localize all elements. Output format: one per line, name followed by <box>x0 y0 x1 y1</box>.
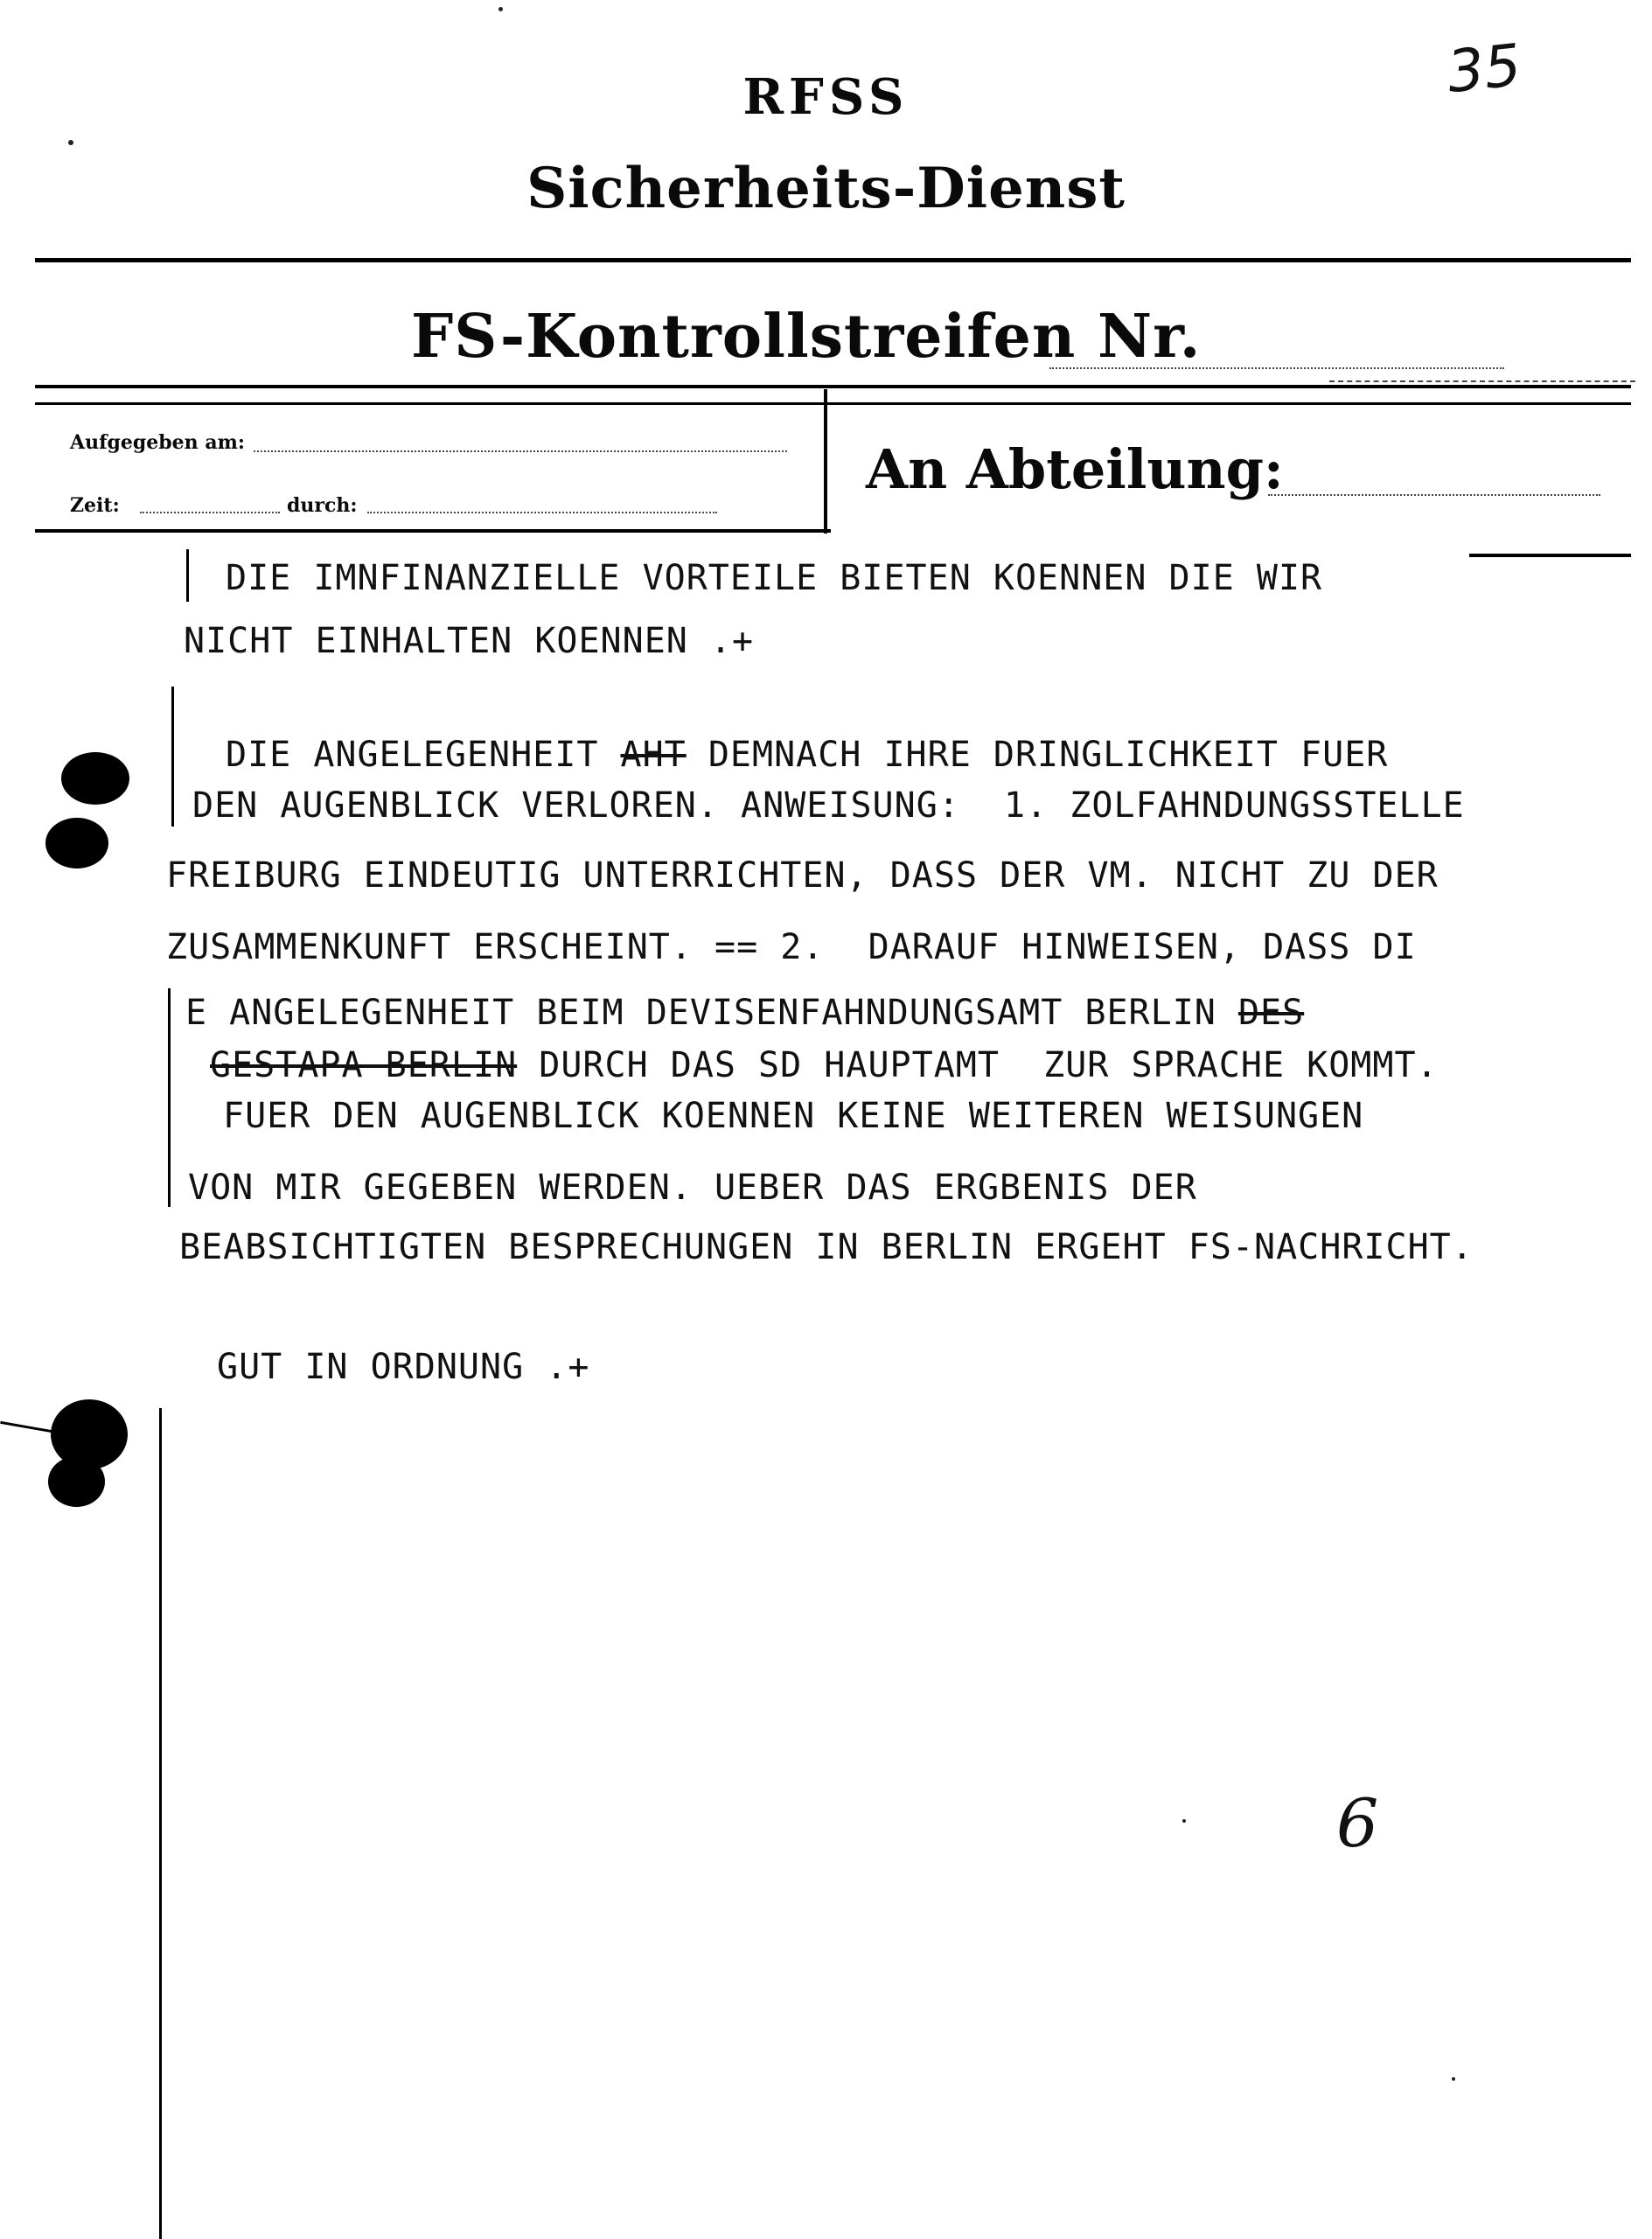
punch-hole-4 <box>48 1456 105 1507</box>
form-divider <box>824 389 827 534</box>
message-line-2: NICHT EINHALTEN KOENNEN .+ <box>184 621 755 661</box>
zeit-label: Zeit: <box>70 494 120 517</box>
scan-speck <box>68 140 73 145</box>
form-right-stub-rule <box>1469 554 1631 557</box>
durch-label: durch: <box>287 494 358 517</box>
scan-speck <box>498 7 503 11</box>
scan-speck <box>1452 2077 1455 2081</box>
struck-text-des: DES <box>1237 993 1305 1033</box>
form-top-rule <box>35 385 1631 388</box>
form-bottom-rule <box>35 529 831 533</box>
message-line-11: BEABSICHTIGTEN BESPRECHUNGEN IN BERLIN ERGEHT FS-NACHRICHT. <box>179 1227 1474 1267</box>
margin-mark-3 <box>168 988 171 1207</box>
top-rule <box>35 258 1631 262</box>
aufgegeben-label: Aufgegeben am: <box>70 431 245 454</box>
abteilung-field <box>1268 494 1600 496</box>
handwritten-note: 6 <box>1336 1784 1379 1862</box>
punch-hole-1 <box>61 752 129 805</box>
durch-field <box>367 512 717 513</box>
message-line-6: ZUSAMMENKUNFT ERSCHEINT. == 2. DARAUF HINWEISEN, DASS DI <box>166 927 1417 967</box>
left-margin-line <box>159 1408 162 2239</box>
aufgegeben-field <box>254 450 787 452</box>
punch-hole-2 <box>45 818 108 868</box>
message-line-4: DEN AUGENBLICK VERLOREN. ANWEISUNG: 1. ZOLFAHNDUNGSSTELLE <box>192 785 1465 826</box>
message-line-7: E ANGELEGENHEIT BEIM DEVISENFAHNDUNGSAMT BERLIN DES <box>185 993 1305 1033</box>
scan-streak <box>0 1421 52 1433</box>
margin-mark-2 <box>171 687 174 827</box>
message-line-5: FREIBURG EINDEUTIG UNTERRICHTEN, DASS DER VM. NICHT ZU DER <box>166 855 1439 896</box>
letterhead-sicherheitsdienst: Sicherheits-Dienst <box>526 156 1126 221</box>
strip-number-smudge <box>1329 380 1635 382</box>
scan-speck <box>1182 1819 1186 1823</box>
page-number: 35 <box>1444 31 1524 107</box>
message-line-3: DIE ANGELEGENHEIT AHT DEMNACH IHRE DRINGLICHKEIT FUER <box>226 735 1389 775</box>
letterhead-rfss: RFSS <box>742 68 910 126</box>
strip-title: FS-Kontrollstreifen Nr. <box>411 302 1202 372</box>
message-line-8: GESTAPA BERLIN DURCH DAS SD HAUPTAMT ZUR SPRACHE KOMMT. <box>210 1045 1439 1085</box>
zeit-field <box>140 512 280 513</box>
message-line-10: VON MIR GEGEBEN WERDEN. UEBER DAS ERGBENIS DER <box>188 1168 1197 1208</box>
message-line-12: GUT IN ORDNUNG .+ <box>217 1347 590 1387</box>
strip-number-line <box>1049 367 1504 369</box>
margin-mark-1 <box>186 549 189 602</box>
struck-text-aht: AHT <box>620 735 687 775</box>
struck-text-gestapa: GESTAPA BERLIN <box>210 1045 518 1085</box>
message-line-9: FUER DEN AUGENBLICK KOENNEN KEINE WEITEREN WEISUNGEN <box>223 1096 1364 1136</box>
abteilung-label: An Abteilung: <box>866 437 1284 501</box>
message-line-1: DIE IMNFINANZIELLE VORTEILE BIETEN KOENNEN DIE WIR <box>226 558 1323 598</box>
form-top-rule-inner <box>35 402 1631 405</box>
